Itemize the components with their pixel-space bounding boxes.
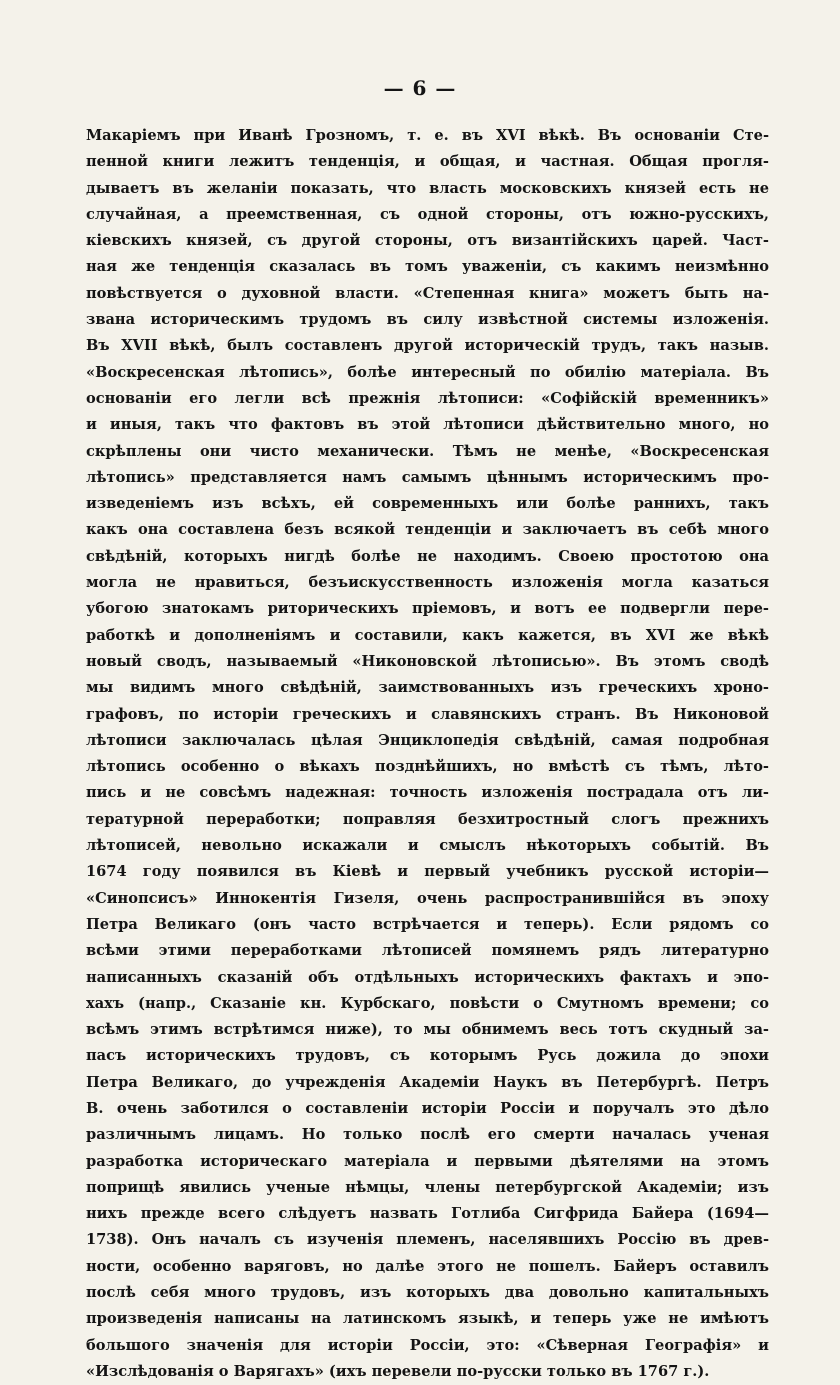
text-line: убогою знатокамъ риторическихъ пріемовъ, и вотъ ее подвергли пере- <box>86 600 769 618</box>
body-text <box>86 123 769 1385</box>
text-line: произведенія написаны на латинскомъ языкѣ, и теперь уже не имѣютъ <box>86 1310 769 1328</box>
text-line: большого значенія для исторіи Россіи, это: «Сѣверная Географія» и <box>86 1336 769 1354</box>
text-line: всѣми этими переработками лѣтописей помянемъ рядъ литературно <box>86 942 769 960</box>
text-line: свѣдѣній, которыхъ нигдѣ болѣе не находимъ. Своею простотою она <box>86 547 769 565</box>
text-line: изведеніемъ изъ всѣхъ, ей современныхъ или болѣе раннихъ, такъ <box>86 495 769 513</box>
text-line: 1738). Онъ началъ съ изученія племенъ, населявшихъ Россію въ древ- <box>86 1231 769 1249</box>
text-line: пенной книги лежитъ тенденція, и общая, и частная. Общая прогля- <box>86 153 769 171</box>
page-number: — 6 — <box>383 76 457 100</box>
text-line: могла не нравиться, безъискусственность изложенія могла казаться <box>86 574 769 592</box>
text-line: какъ она составлена безъ всякой тенденціи и заключаетъ въ себѣ много <box>86 521 769 539</box>
text-line: «Синопсисъ» Иннокентія Гизеля, очень распространившійся въ эпоху <box>86 889 769 907</box>
text-line: всѣмъ этимъ встрѣтимся ниже), то мы обнимемъ весь тотъ скудный за- <box>86 1021 769 1039</box>
text-line: ная же тенденція сказалась въ томъ уваженіи, съ какимъ неизмѣнно <box>86 258 769 276</box>
text-line: различнымъ лицамъ. Но только послѣ его смерти началась ученая <box>86 1126 769 1144</box>
text-line: повѣствуется о духовной власти. «Степенная книга» можетъ быть на- <box>86 284 769 302</box>
text-line: лѣтописи заключалась цѣлая Энциклопедія свѣдѣній, самая подробная <box>86 731 769 749</box>
text-line: звана историческимъ трудомъ въ силу извѣстной системы изложенія. <box>86 311 769 329</box>
text-line: Петра Великаго (онъ часто встрѣчается и теперь). Если рядомъ со <box>86 915 769 933</box>
text-line: 1674 году появился въ Кіевѣ и первый учебникъ русской исторіи— <box>86 863 769 881</box>
text-line: мы видимъ много свѣдѣній, заимствованныхъ изъ греческихъ хроно- <box>86 679 769 697</box>
text-line: скрѣплены они чисто механически. Тѣмъ не менѣе, «Воскресенская <box>86 442 769 460</box>
text-line: хахъ (напр., Сказаніе кн. Курбскаго, повѣсти о Смутномъ времени; со <box>86 994 769 1012</box>
text-line: тературной переработки; поправляя безхитростный слогъ прежнихъ <box>86 810 769 828</box>
text-line: лѣтописей, невольно искажали и смыслъ нѣкоторыхъ событій. Въ <box>86 837 769 855</box>
text-line: В. очень заботился о составленіи исторіи Россіи и поручалъ это дѣло <box>86 1099 769 1117</box>
text-line: Въ XVII вѣкѣ, былъ составленъ другой историческій трудъ, такъ назыв. <box>86 337 769 355</box>
text-line: написанныхъ сказаній объ отдѣльныхъ историческихъ фактахъ и эпо- <box>86 968 769 986</box>
text-line: лѣтопись» представляется намъ самымъ цѣннымъ историческимъ про- <box>86 468 769 486</box>
text-line: поприщѣ явились ученые нѣмцы, члены петербургской Академіи; изъ <box>86 1178 769 1196</box>
text-line: Петра Великаго, до учрежденія Академіи Наукъ въ Петербургѣ. Петръ <box>86 1073 769 1091</box>
text-line: послѣ себя много трудовъ, изъ которыхъ два довольно капитальныхъ <box>86 1284 769 1302</box>
text-line: дываетъ въ желаніи показать, что власть московскихъ князей есть не <box>86 179 769 197</box>
text-line: лѣтопись особенно о вѣкахъ позднѣйшихъ, но вмѣстѣ съ тѣмъ, лѣто- <box>86 758 769 776</box>
text-line: «Воскресенская лѣтопись», болѣе интересный по обилію матеріала. Въ <box>86 363 769 381</box>
text-line: «Изслѣдованія о Варягахъ» (ихъ перевели по-русски только въ 1767 г.). <box>86 1362 710 1380</box>
text-line: Макаріемъ при Иванѣ Грозномъ, т. е. въ XVI вѣкѣ. Въ основаніи Сте- <box>86 127 769 144</box>
text-line: основаніи его легли всѣ прежнія лѣтописи: «Софійскій временникъ» <box>86 389 769 407</box>
text-line: пись и не совсѣмъ надежная: точность изложенія пострадала отъ ли- <box>86 784 769 802</box>
text-line: кіевскихъ князей, съ другой стороны, отъ византійскихъ царей. Част- <box>86 232 769 250</box>
text-line: случайная, а преемственная, съ одной стороны, отъ южно-русскихъ, <box>86 205 769 223</box>
text-line: графовъ, по исторіи греческихъ и славянскихъ странъ. Въ Никоновой <box>86 705 769 723</box>
text-line: новый сводъ, называемый «Никоновской лѣтописью». Въ этомъ сводѣ <box>86 652 769 670</box>
text-line: и иныя, такъ что фактовъ въ этой лѣтописи дѣйствительно много, но <box>86 416 769 434</box>
text-line: работкѣ и дополненіямъ и составили, какъ кажется, въ XVI же вѣкѣ <box>86 626 769 644</box>
text-line: ности, особенно варяговъ, но далѣе этого не пошелъ. Байеръ оставилъ <box>86 1257 769 1275</box>
text-line: нихъ прежде всего слѣдуетъ назвать Готлиба Сигфрида Байера (1694— <box>86 1205 769 1223</box>
text-line: пасъ историческихъ трудовъ, съ которымъ Русь дожила до эпохи <box>86 1047 769 1065</box>
text-line: разработка историческаго матеріала и первыми дѣятелями на этомъ <box>86 1152 769 1170</box>
